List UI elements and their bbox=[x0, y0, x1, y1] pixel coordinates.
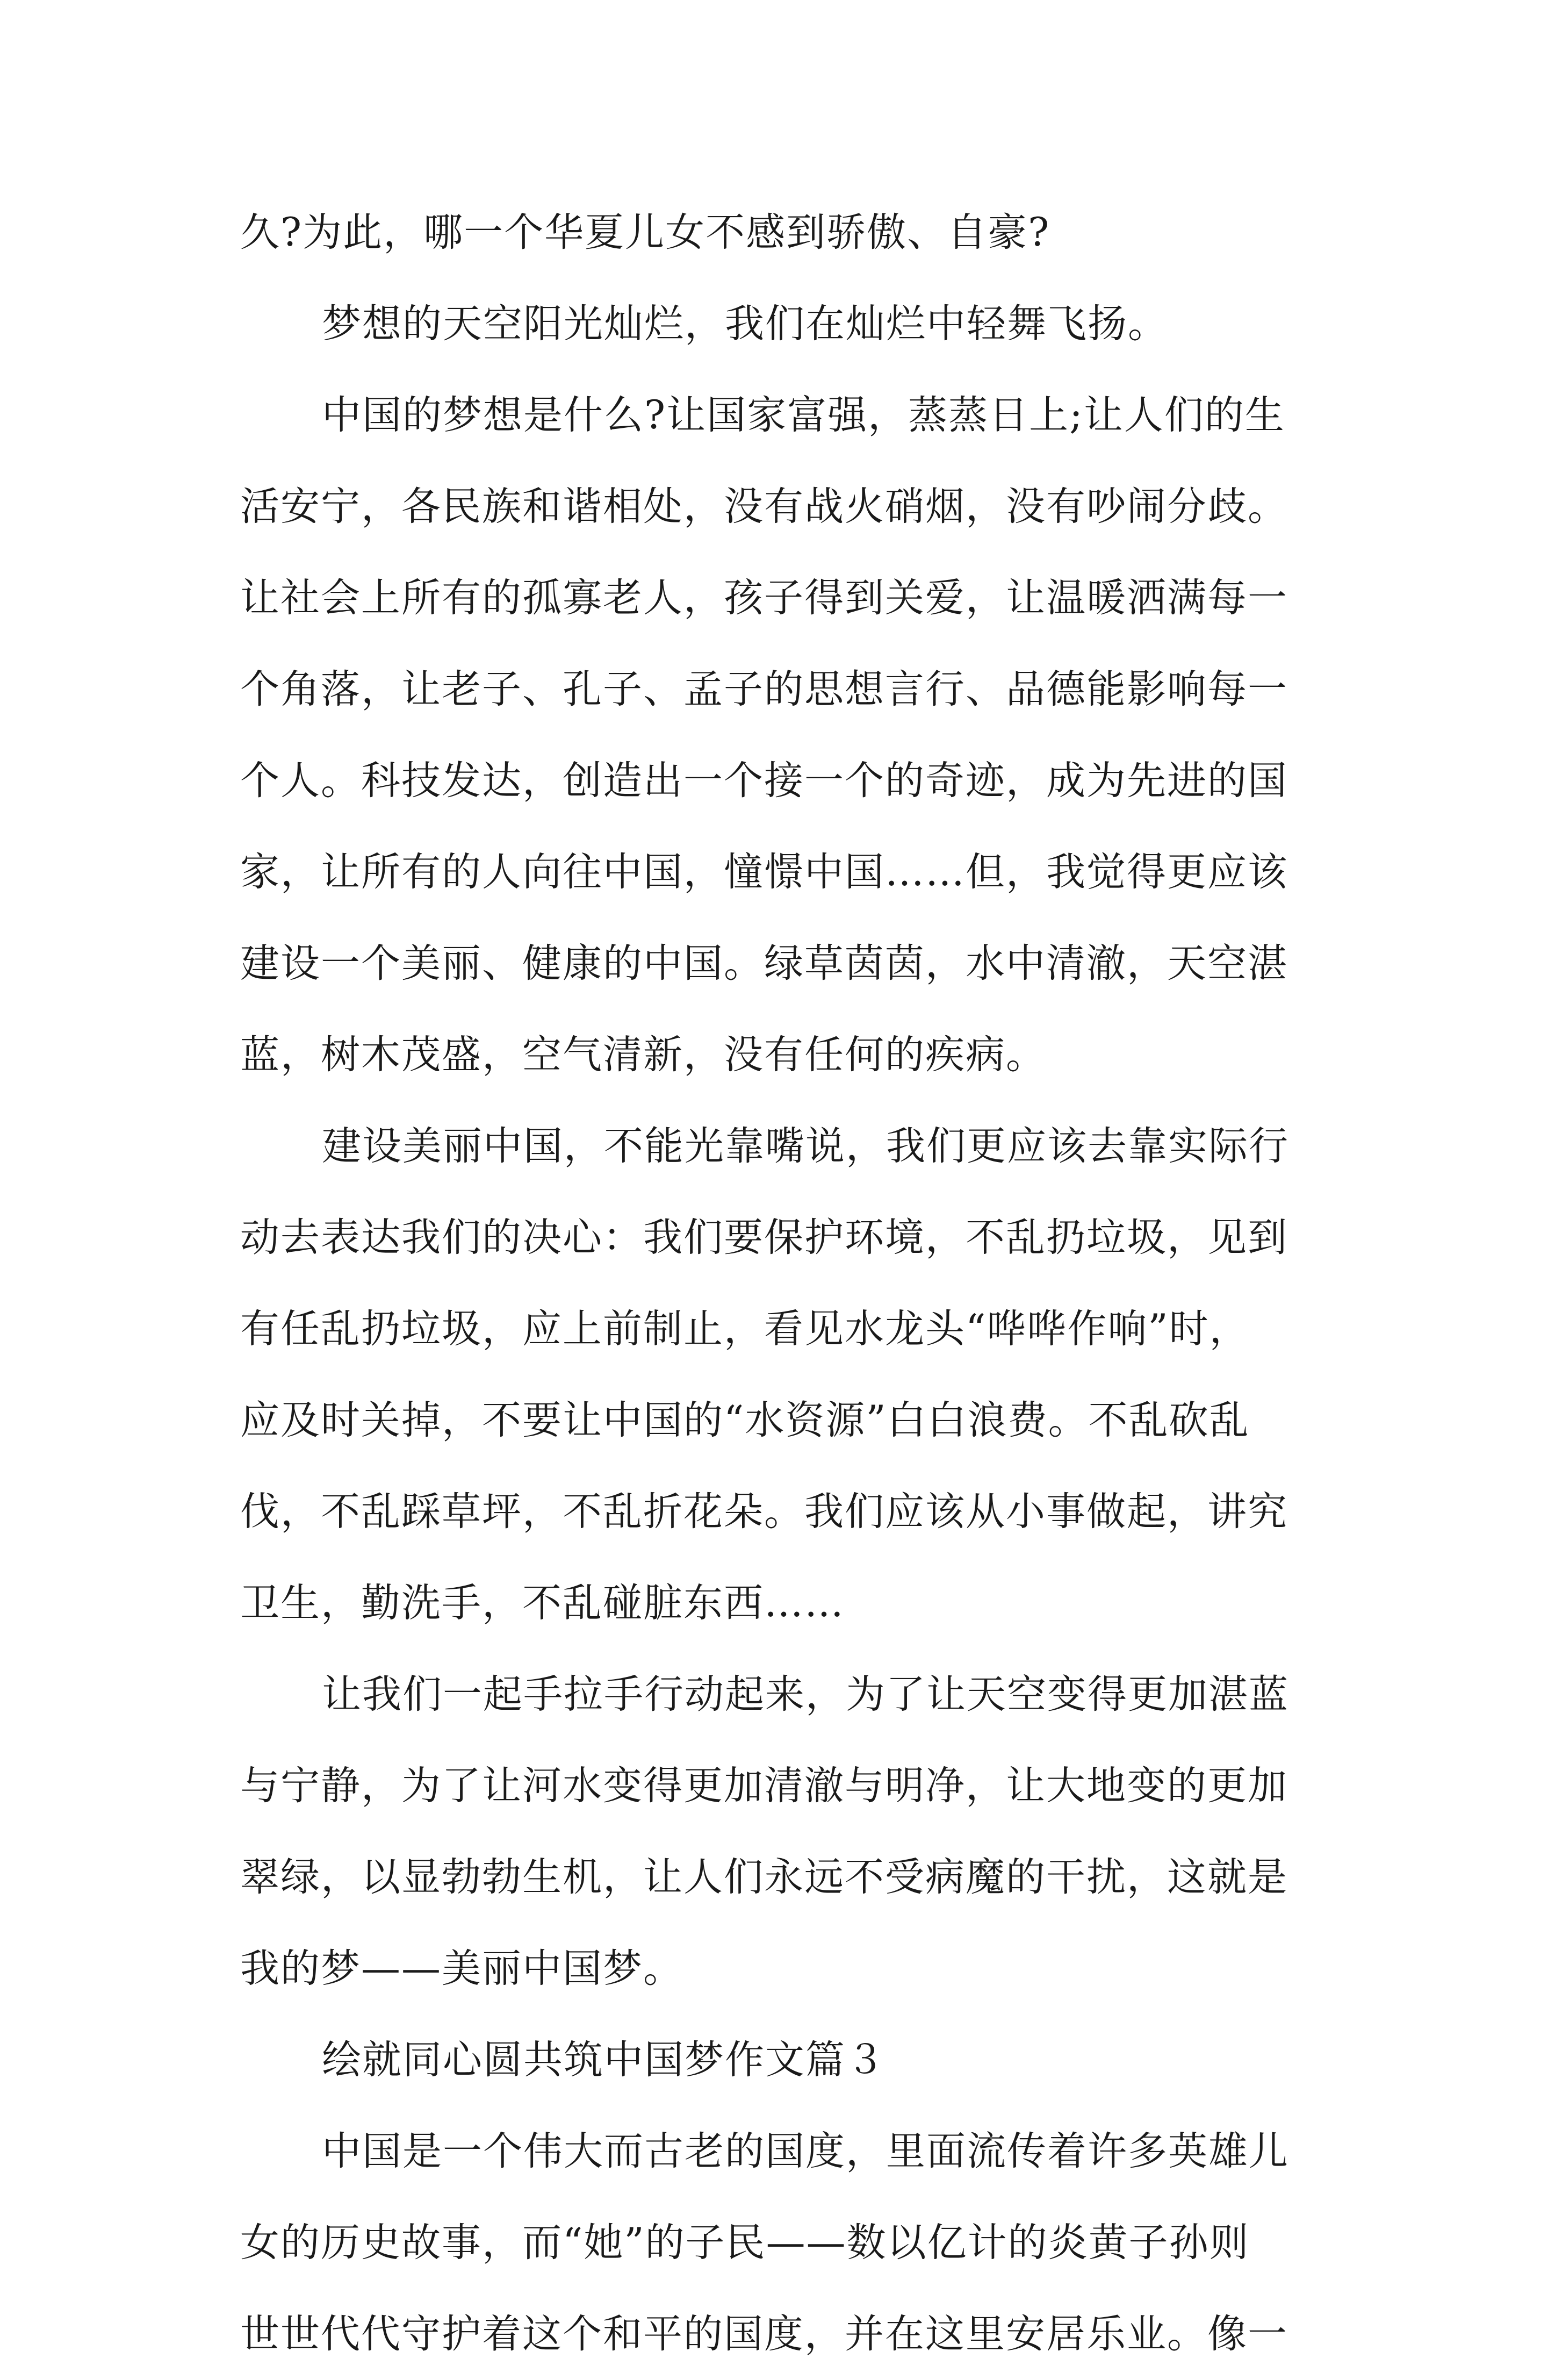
text-line: 中国的梦想是什么?让国家富强，蒸蒸日上;让人们的生 bbox=[322, 392, 1285, 438]
text-line: 让社会上所有的孤寡老人，孩子得到关爱，让温暖洒满每一 bbox=[240, 575, 1288, 621]
text-line: 有任乱扔垃圾，应上前制止，看见水龙头“哗哗作响”时， bbox=[240, 1306, 1250, 1352]
text-line: 个角落，让老子、孔子、孟子的思想言行、品德能影响每一 bbox=[240, 666, 1288, 712]
text-line: 伐，不乱踩草坪，不乱折花朵。我们应该从小事做起，讲究 bbox=[240, 1489, 1288, 1535]
text-line: 活安宁，各民族和谐相处，没有战火硝烟，没有吵闹分歧。 bbox=[240, 484, 1288, 529]
text-line: 绘就同心圆共筑中国梦作文篇３ bbox=[322, 2037, 886, 2083]
text-line: 建设一个美丽、健康的中国。绿草茵茵，水中清澈，天空湛 bbox=[240, 941, 1288, 986]
text-line: 卫生，勤洗手，不乱碰脏东西…… bbox=[240, 1580, 845, 1626]
text-line: 久?为此，哪一个华夏儿女不感到骄傲、自豪? bbox=[240, 210, 1050, 255]
text-line: 家，让所有的人向往中国，憧憬中国……但，我觉得更应该 bbox=[240, 849, 1288, 895]
text-line: 我的梦——美丽中国梦。 bbox=[240, 1946, 683, 1991]
text-line: 翠绿，以显勃勃生机，让人们永远不受病魔的干扰，这就是 bbox=[240, 1854, 1288, 1900]
text-line: 与宁静，为了让河水变得更加清澈与明净，让大地变的更加 bbox=[240, 1763, 1288, 1809]
text-line: 梦想的天空阳光灿烂，我们在灿烂中轻舞飞扬。 bbox=[322, 301, 1168, 347]
text-line: 中国是一个伟大而古老的国度，里面流传着许多英雄儿 bbox=[322, 2128, 1289, 2174]
text-line: 动去表达我们的决心：我们要保护环境，不乱扔垃圾，见到 bbox=[240, 1215, 1288, 1260]
text-line: 蓝，树木茂盛，空气清新，没有任何的疾病。 bbox=[240, 1032, 1046, 1078]
text-line: 世世代代守护着这个和平的国度，并在这里安居乐业。像一 bbox=[240, 2311, 1288, 2357]
text-line: 个人。科技发达，创造出一个接一个的奇迹，成为先进的国 bbox=[240, 758, 1288, 804]
text-line: 让我们一起手拉手行动起来，为了让天空变得更加湛蓝 bbox=[322, 1672, 1289, 1717]
essay-body bbox=[240, 187, 1326, 2380]
text-line: 应及时关掉，不要让中国的“水资源”白白浪费。不乱砍乱 bbox=[240, 1397, 1250, 1443]
text-line: 女的历史故事，而“她”的子民——数以亿计的炎黄子孙则 bbox=[240, 2220, 1250, 2266]
text-line: 建设美丽中国，不能光靠嘴说，我们更应该去靠实际行 bbox=[322, 1123, 1289, 1169]
